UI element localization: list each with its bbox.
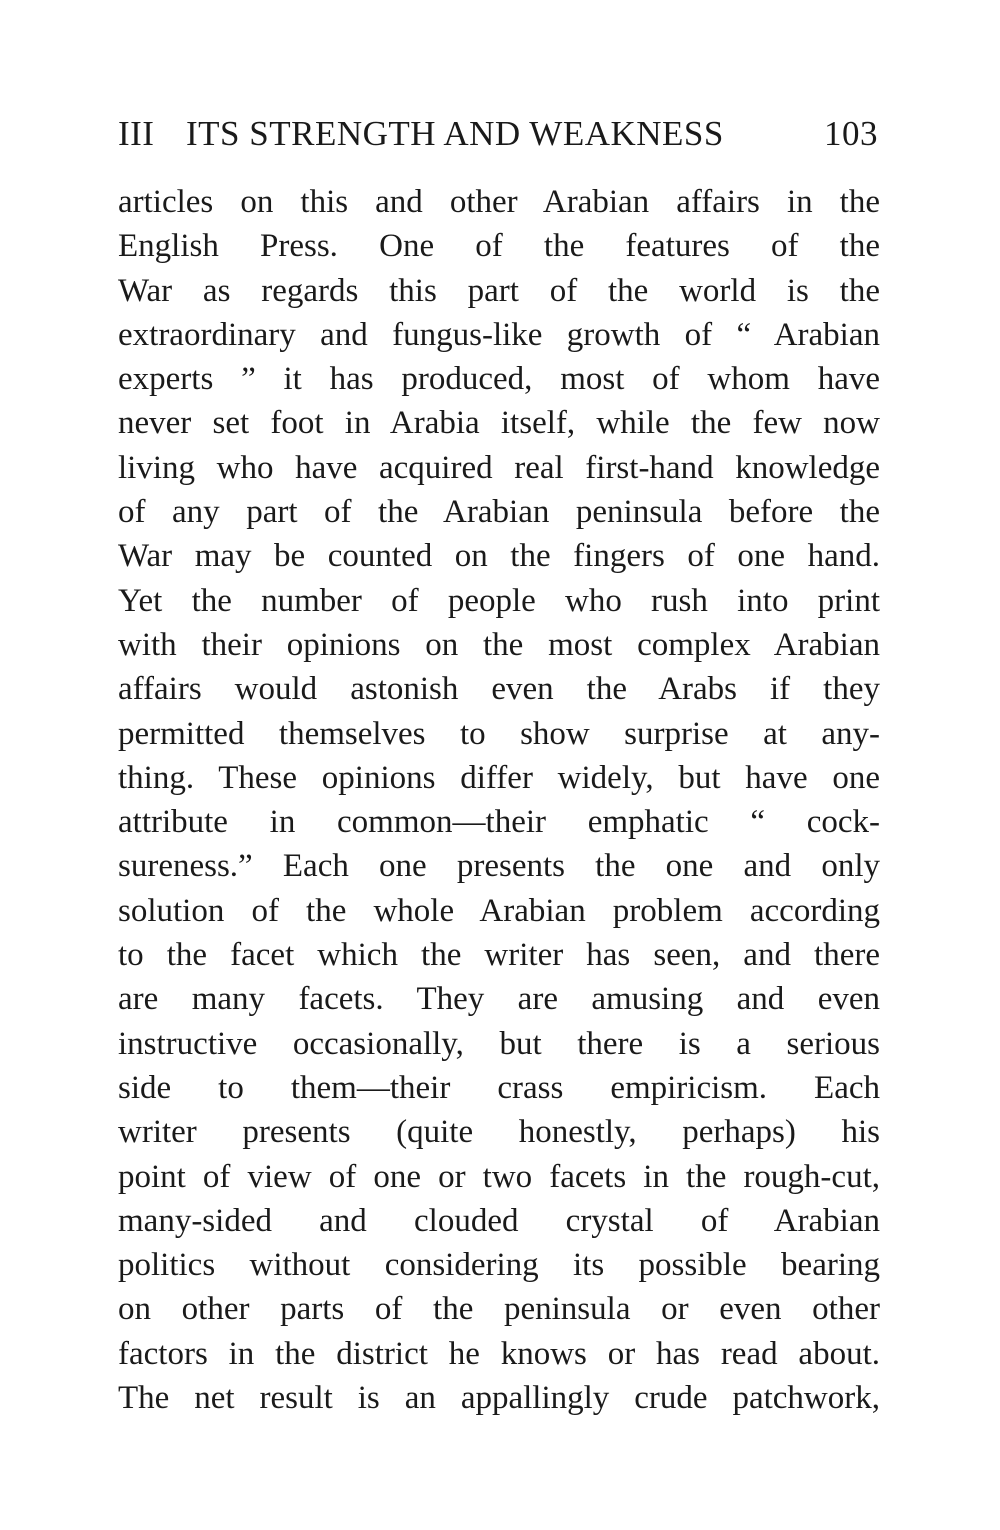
text-line: factors in the district he knows or has read about.	[118, 1335, 880, 1372]
text-line: politics without considering its possible bearing	[118, 1247, 880, 1284]
text-line: affairs would astonish even the Arabs if they	[118, 671, 880, 708]
text-line: living who have acquired real first-hand knowledge	[118, 449, 880, 486]
page-number: 103	[824, 114, 878, 153]
text-line: are many facets. They are amusing and even	[118, 981, 880, 1018]
text-line: instructive occasionally, but there is a serious	[118, 1025, 880, 1062]
text-line: attribute in common—their emphatic “ cock-	[118, 804, 880, 841]
running-title: ITS STRENGTH AND WEAKNESS	[186, 114, 724, 153]
text-line: sureness.” Each one presents the one and only	[118, 848, 880, 885]
text-line: permitted themselves to show surprise at any-	[118, 715, 880, 752]
text-line: War as regards this part of the world is the	[118, 272, 880, 309]
text-line: to the facet which the writer has seen, and there	[118, 937, 880, 974]
chapter-number: III	[118, 114, 155, 153]
text-line: with their opinions on the most complex Arabian	[118, 626, 880, 663]
text-line: solution of the whole Arabian problem according	[118, 892, 880, 929]
text-line: English Press. One of the features of the	[118, 228, 880, 265]
text-line: The net result is an appallingly crude patchwork,	[118, 1380, 880, 1417]
text-line: experts ” it has produced, most of whom have	[118, 361, 880, 398]
body-text	[118, 180, 880, 1420]
text-line: of any part of the Arabian peninsula before the	[118, 494, 880, 531]
text-line: writer presents (quite honestly, perhaps) his	[118, 1114, 880, 1151]
text-line: Yet the number of people who rush into print	[118, 582, 880, 619]
text-line: articles on this and other Arabian affairs in the	[118, 184, 880, 220]
text-line: extraordinary and fungus-like growth of “ Arabian	[118, 316, 880, 353]
text-line: never set foot in Arabia itself, while the few now	[118, 405, 880, 442]
running-head	[118, 110, 878, 158]
text-line: side to them—their crass empiricism. Each	[118, 1069, 880, 1106]
text-line: many-sided and clouded crystal of Arabian	[118, 1202, 880, 1239]
text-line: point of view of one or two facets in the rough-cut,	[118, 1158, 880, 1195]
text-line: thing. These opinions differ widely, but have one	[118, 759, 880, 796]
text-line: on other parts of the peninsula or even other	[118, 1291, 880, 1328]
text-line: War may be counted on the fingers of one hand.	[118, 538, 880, 575]
